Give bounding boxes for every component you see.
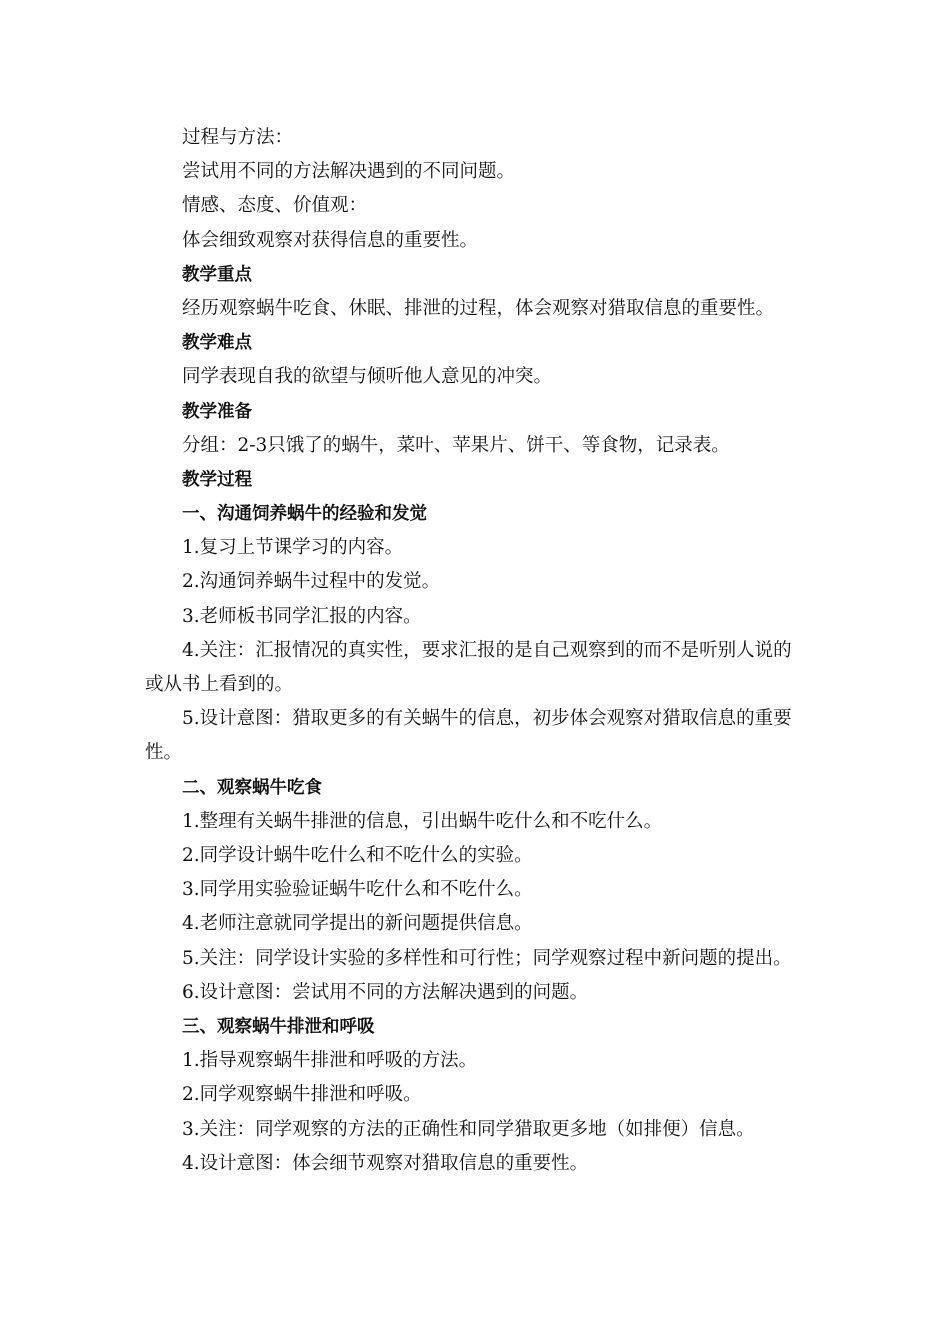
list-item: 1.复习上节课学习的内容。	[182, 537, 404, 559]
heading-teaching-process: 教学过程	[182, 469, 252, 490]
list-item: 3.同学用实验验证蜗牛吃什么和不吃什么。	[182, 879, 533, 901]
paragraph: 分组：2-3只饿了的蜗牛，菜叶、苹果片、饼干、等食物，记录表。	[182, 434, 730, 456]
list-item: 4.关注：汇报情况的真实性，要求汇报的是自己观察到的而不是听别人说的或从书上看到的。	[145, 639, 792, 696]
paragraph: 体会细致观察对获得信息的重要性。	[182, 229, 479, 251]
heading-teaching-focus: 教学重点	[182, 264, 252, 285]
section-heading-1: 一、沟通饲养蜗牛的经验和发觉	[182, 504, 427, 525]
list-item: 4.老师注意就同学提出的新问题提供信息。	[182, 913, 533, 935]
list-item: 2.同学观察蜗牛排泄和呼吸。	[182, 1084, 422, 1106]
section-heading-2: 二、观察蜗牛吃食	[182, 777, 322, 798]
list-item: 2.同学设计蜗牛吃什么和不吃什么的实验。	[182, 845, 533, 866]
list-item: 3.关注：同学观察的方法的正确性和同学猎取更多地（如排便）信息。	[182, 1118, 755, 1140]
list-item: 1.指导观察蜗牛排泄和呼吸的方法。	[182, 1050, 478, 1072]
list-item: 5.关注：同学设计实验的多样性和可行性；同学观察过程中新问题的提出。	[182, 947, 792, 969]
subheading-emotion-attitude-values: 情感、态度、价值观：	[182, 195, 368, 217]
heading-teaching-difficulty: 教学难点	[182, 333, 252, 354]
section-heading-3: 三、观察蜗牛排泄和呼吸	[182, 1016, 375, 1037]
list-item: 4.设计意图：体会细节观察对猎取信息的重要性。	[182, 1152, 589, 1174]
paragraph: 同学表现自我的欲望与倾听他人意见的冲突。	[182, 366, 553, 388]
paragraph: 尝试用不同的方法解决遇到的不同问题。	[182, 161, 516, 183]
subheading-process-method: 过程与方法：	[182, 127, 294, 148]
list-item: 3.老师板书同学汇报的内容。	[182, 605, 422, 627]
list-item: 5.设计意图：猎取更多的有关蜗牛的信息，初步体会观察对猎取信息的重要性。	[145, 708, 792, 764]
list-item: 6.设计意图：尝试用不同的方法解决遇到的问题。	[182, 981, 589, 1003]
paragraph: 经历观察蜗牛吃食、休眠、排泄的过程，体会观察对猎取信息的重要性。	[182, 297, 775, 319]
document-body	[145, 121, 810, 1181]
list-item: 2.沟通饲养蜗牛过程中的发觉。	[182, 571, 441, 593]
list-item: 1.整理有关蜗牛排泄的信息，引出蜗牛吃什么和不吃什么。	[182, 810, 663, 832]
heading-teaching-preparation: 教学准备	[182, 401, 252, 422]
